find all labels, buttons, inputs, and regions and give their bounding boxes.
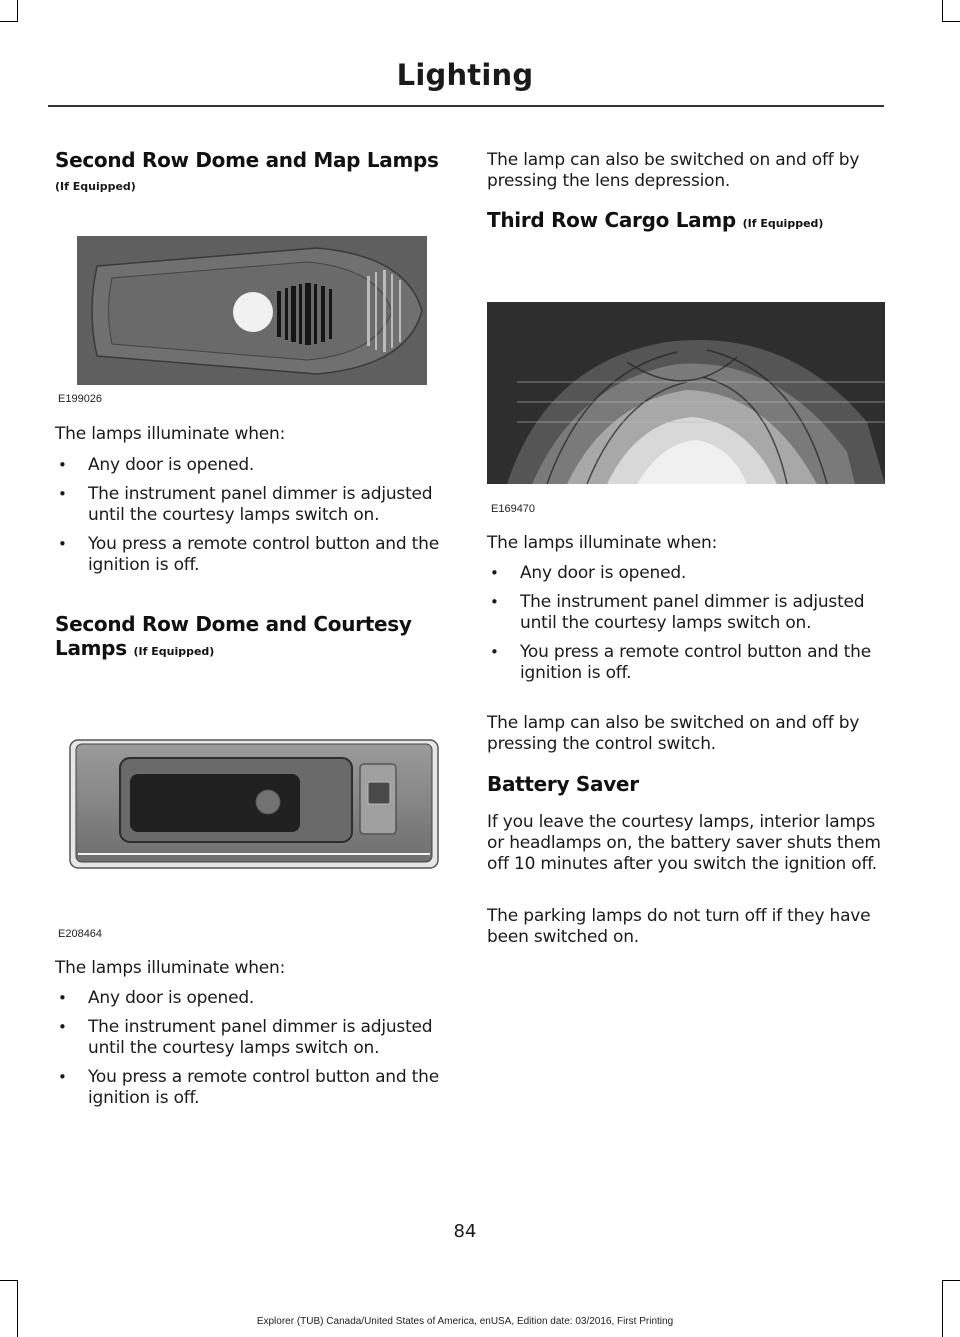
bullet-list: [55, 455, 450, 584]
list-item: • You press a remote control button and the ignition is off.: [55, 1067, 450, 1109]
list-item: • Any door is opened.: [55, 455, 450, 476]
figure-code: E199026: [58, 393, 103, 405]
footer-text: Explorer (TUB) Canada/United States of America, enUSA, Edition date: 03/2016, First Printing: [256, 1316, 674, 1327]
if-equipped-label: (If Equipped): [55, 180, 136, 193]
crop-mark: [0, 1280, 18, 1281]
if-equipped-label: (If Equipped): [742, 217, 824, 230]
section-title-dome-courtesy-lamps: [55, 612, 450, 664]
page-title: Lighting: [396, 58, 534, 92]
section-title-dome-map-lamps: Second Row Dome and Map Lamps: [55, 148, 439, 172]
crop-mark: [17, 0, 18, 22]
section-title-battery-saver: Battery Saver: [487, 772, 639, 796]
crop-mark: [942, 1280, 960, 1281]
section-title-line2: Lamps: [55, 636, 127, 660]
cargo-lamp-figure: [487, 302, 885, 484]
page-number: 84: [453, 1221, 477, 1242]
list-item: • Any door is opened.: [487, 563, 882, 584]
intro-text: The lamps illuminate when:: [55, 958, 286, 978]
crop-mark: [17, 1280, 18, 1337]
dome-courtesy-lamp-illustration: [68, 730, 440, 872]
section-title-cargo-lamp: [487, 208, 887, 236]
list-item: • You press a remote control button and the ignition is off.: [487, 642, 882, 684]
list-item: • The instrument panel dimmer is adjusted until the courtesy lamps switch on.: [55, 1017, 450, 1059]
parking-lamps-paragraph: The parking lamps do not turn off if they have been switched on.: [487, 906, 871, 947]
intro-text: The lamps illuminate when:: [487, 533, 718, 553]
crop-mark: [942, 21, 960, 22]
crop-mark: [0, 21, 18, 22]
section-title-line1: Second Row Dome and Courtesy: [55, 612, 412, 636]
battery-saver-paragraph: If you leave the courtesy lamps, interior lamps or headlamps on, the battery saver shuts them off 10 minutes after you switch the ignition off.: [487, 812, 881, 874]
figure-code: E208464: [58, 928, 103, 940]
bullet-list: [487, 563, 882, 692]
dome-map-lamp-illustration: [77, 236, 427, 385]
list-item: • The instrument panel dimmer is adjusted until the courtesy lamps switch on.: [55, 484, 450, 526]
bullet-list: [55, 988, 450, 1117]
figure-code: E169470: [491, 503, 536, 515]
switch-note-text: The lamp can also be switched on and off by pressing the control switch.: [487, 713, 860, 754]
dome-courtesy-lamp-figure: [68, 730, 440, 872]
crop-mark: [942, 1280, 943, 1337]
header-divider: [48, 105, 884, 107]
list-item: • The instrument panel dimmer is adjusted until the courtesy lamps switch on.: [487, 592, 882, 634]
if-equipped-label: (If Equipped): [133, 645, 215, 658]
section-title-text: Third Row Cargo Lamp: [487, 208, 736, 232]
cargo-lamp-illustration: [487, 302, 885, 484]
list-item: • You press a remote control button and the ignition is off.: [55, 534, 450, 576]
intro-text: The lamps illuminate when:: [55, 424, 286, 444]
list-item: • Any door is opened.: [55, 988, 450, 1009]
crop-mark: [942, 0, 943, 22]
lens-note-text: The lamp can also be switched on and off by pressing the lens depression.: [487, 150, 860, 191]
dome-map-lamp-figure: [77, 236, 427, 385]
